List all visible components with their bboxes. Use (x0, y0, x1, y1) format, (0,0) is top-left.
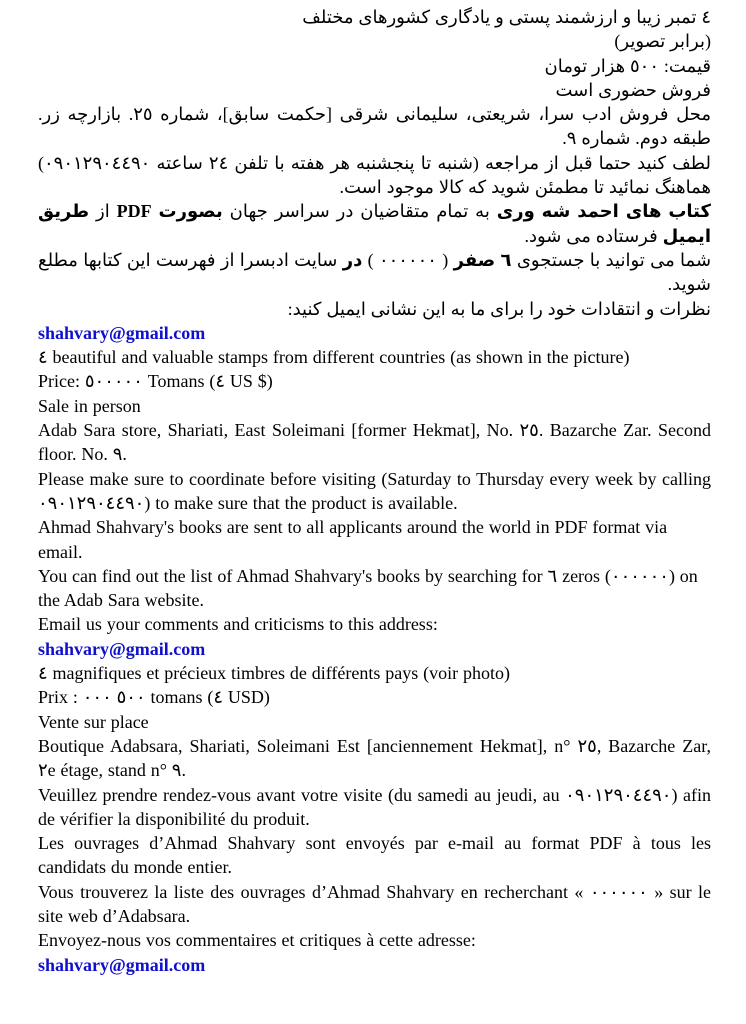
text-run: فرستاده می شود. (524, 225, 663, 246)
email-link[interactable]: shahvary@gmail.com (38, 954, 206, 975)
en-title-line (38, 345, 711, 369)
email-link[interactable]: shahvary@gmail.com (38, 322, 206, 343)
fa-picture-note (38, 29, 711, 53)
text-run: بصورت PDF (116, 201, 223, 222)
text-run: ٤ beautiful and valuable stamps from different countries (as shown in the picture) (38, 347, 630, 368)
text-run: ٤ تمبر زیبا و ارزشمند پستی و یادگاری کشورهای مختلف (302, 7, 711, 27)
fr-call-before-visit (38, 783, 711, 832)
text-run: ( ٠٠٠٠٠٠ ) (362, 249, 454, 270)
fr-sale-in-person (38, 710, 711, 734)
text-run: Vente sur place (38, 711, 149, 732)
text-run: Ahmad Shahvary's books are sent to all applicants around the world in PDF format via email. (38, 517, 668, 562)
text-run: You can find out the list of Ahmad Shahvary's books by searching for ٦ zeros (٠٠٠٠٠٠) on the Adab Sara website. (38, 565, 698, 611)
en-books-pdf-note (38, 515, 711, 564)
text-run: محل فروش ادب سرا، شریعتی، سلیمانی شرقی [حکمت سابق]، شماره ٢٥. بازارچه زر. طبقه دوم. شماره ٩. (38, 104, 711, 149)
text-run: Adab Sara store, Shariati, East Soleimani [former Hekmat], No. ٢٥. Bazarche Zar. Second floor. No. ٩. (38, 420, 711, 465)
text-run: فروش حضوری است (555, 79, 711, 100)
text-run: ٦ صفر (453, 249, 512, 270)
text-run: از (89, 201, 117, 222)
text-run: Prix : ٥٠٠ ٠٠٠ tomans (٤ USD) (38, 687, 270, 708)
text-run: کتاب های احمد شه وری (496, 201, 712, 222)
text-run: به تمام متقاضیان در سراسر جهان (222, 201, 497, 222)
text-run: سایت ادبسرا از فهرست این کتابها مطلع شوید. (38, 249, 711, 295)
fa-books-pdf-note (38, 199, 711, 248)
email-link[interactable]: shahvary@gmail.com (38, 638, 206, 659)
text-run: Envoyez-nous vos commentaires et critiques à cette adresse: (38, 930, 476, 951)
fa-address (38, 102, 711, 151)
text-run: Sale in person (38, 395, 141, 416)
fa-email-invitation (38, 297, 711, 321)
en-address (38, 418, 711, 467)
en-price-line (38, 369, 711, 393)
email-paragraph (38, 953, 711, 977)
fr-address (38, 734, 711, 783)
email-paragraph (38, 637, 711, 661)
en-search-zeros-note (38, 564, 711, 613)
text-run: نظرات و انتقادات خود را برای ما به این نشانی ایمیل کنید: (287, 298, 711, 319)
text-run: در (342, 249, 363, 270)
en-email-invitation (38, 612, 711, 636)
text-run: شما می توانید با جستجوی (511, 249, 712, 270)
email-paragraph (38, 321, 711, 345)
fa-title-line (38, 5, 711, 29)
fa-search-zeros-note (38, 248, 711, 297)
text-run: Les ouvrages d’Ahmad Shahvary sont envoyés par e-mail au format PDF à tous les candidats du monde entier. (38, 833, 711, 878)
fa-call-before-visit (38, 151, 711, 200)
fr-search-zeros-note (38, 880, 711, 929)
fr-title-line (38, 661, 711, 685)
fr-price-line (38, 685, 711, 709)
fr-email-invitation (38, 928, 711, 952)
text-run: Vous trouverez la liste des ouvrages d’Ahmad Shahvary en recherchant « ٠٠٠٠٠٠ » sur le site web d’Adabsara. (38, 881, 711, 926)
text-run: طریق ایمیل (38, 201, 711, 246)
text-run: Please make sure to coordinate before visiting (Saturday to Thursday every week by calling ٠٩٠١٢٩٠٤٤٩٠) to make sure that the product is available. (38, 468, 711, 513)
fr-books-pdf-note (38, 831, 711, 880)
en-sale-in-person (38, 394, 711, 418)
text-run: Veuillez prendre rendez-vous avant votre visite (du samedi au jeudi, au ٠٩٠١٢٩٠٤٤٩٠) afin de vérifier la disponibilité du produit. (38, 784, 711, 829)
text-run: Email us your comments and criticisms to this address: (38, 614, 438, 635)
text-run: ٤ magnifiques et précieux timbres de différents pays (voir photo) (38, 663, 510, 684)
fa-sale-in-person (38, 78, 711, 102)
text-run: لطف کنید حتما قبل از مراجعه (شنبه تا پنجشنبه هر هفته با تلفن ٢٤ ساعته ٠٩٠١٢٩٠٤٤٩٠) هماهنگ نمائید تا مطمئن شوید که کالا موجود است. (38, 152, 712, 198)
text-run: قیمت: ٥٠٠ هزار تومان (544, 55, 711, 76)
text-run: (برابر تصویر) (614, 31, 711, 52)
fa-price-line (38, 54, 711, 78)
text-run: Boutique Adabsara, Shariati, Soleimani Est [anciennement Hekmat], n° ٢٥, Bazarche Zar, ٢e étage, stand n° ٩. (38, 735, 711, 781)
text-run: Price: ٥٠٠٠٠٠ Tomans (٤ US $) (38, 371, 273, 392)
en-call-before-visit (38, 467, 711, 516)
